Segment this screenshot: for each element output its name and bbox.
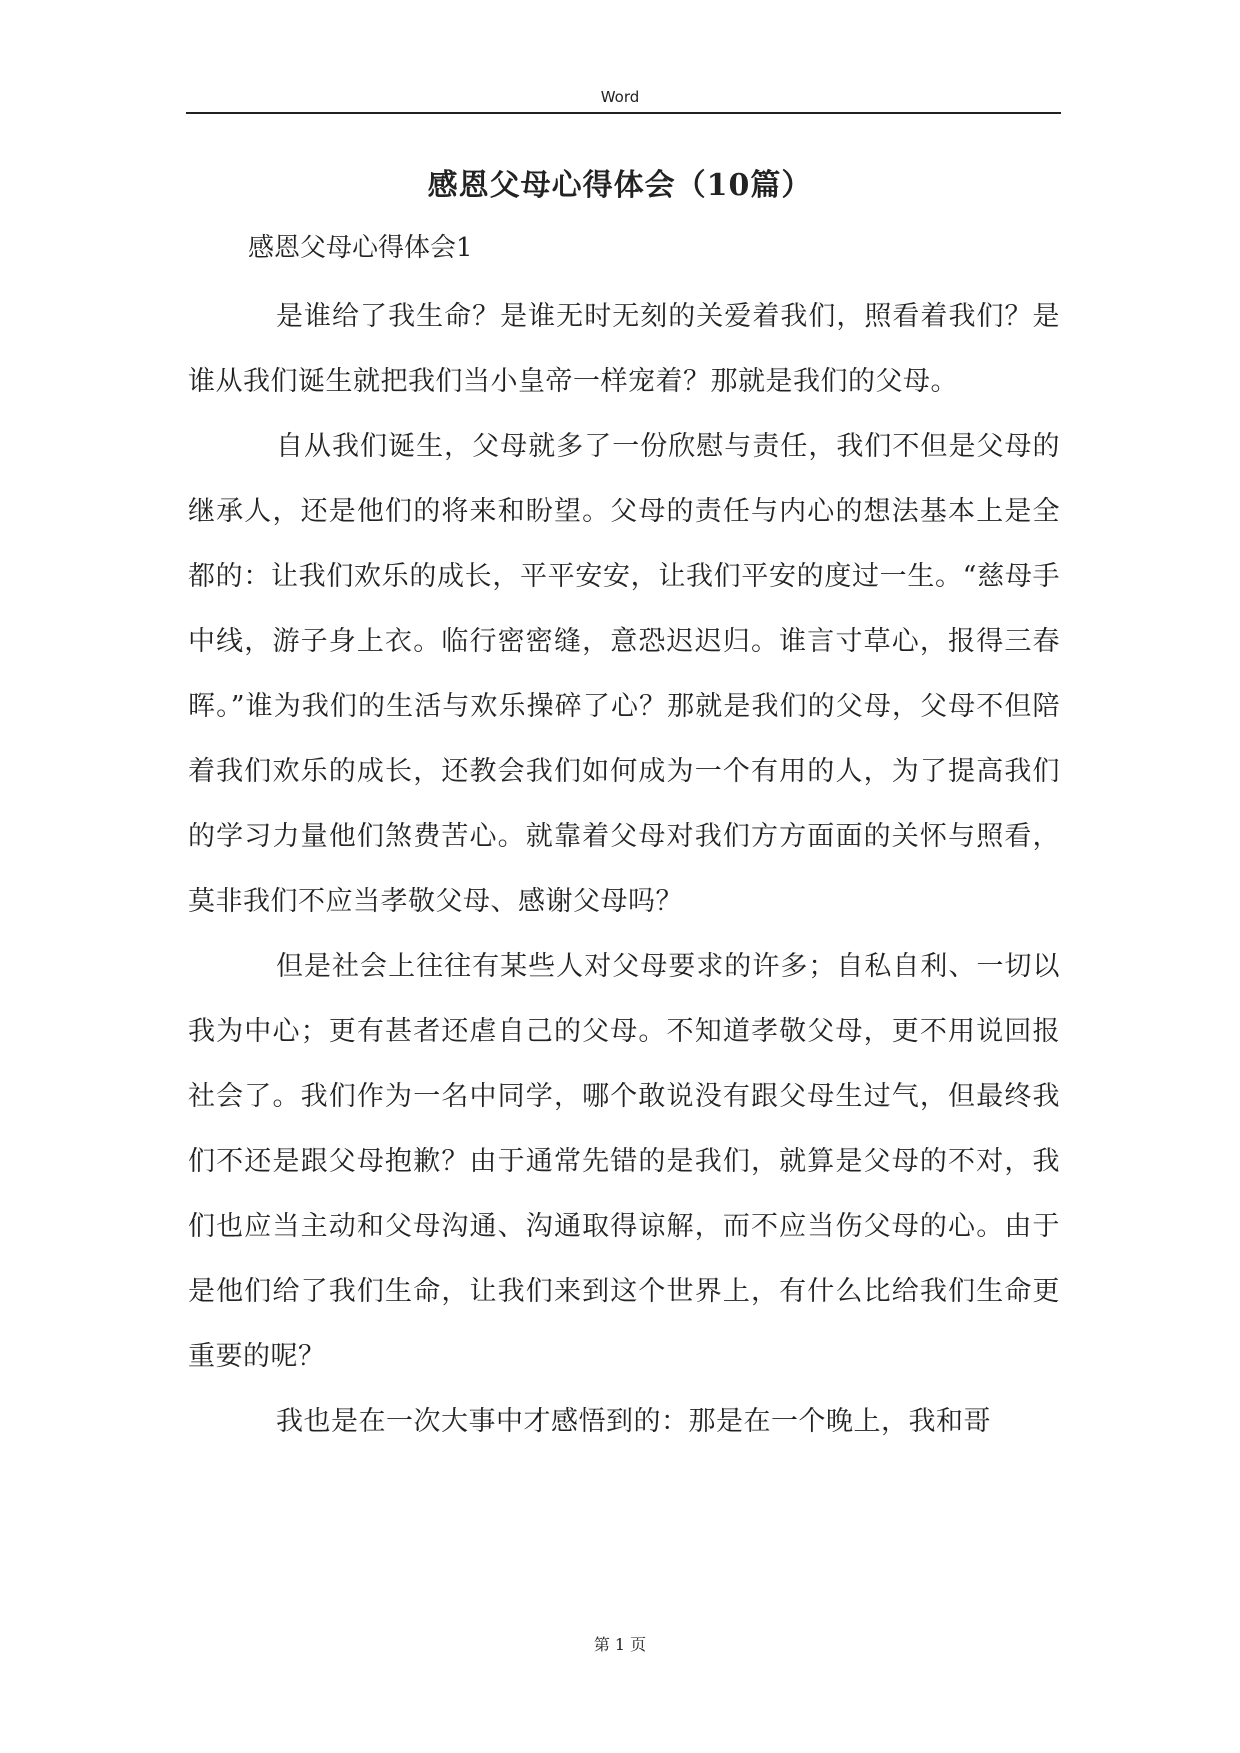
paragraph: 但是社会上往往有某些人对父母要求的许多；自私自利、一切以我为中心；更有甚者还虐自己的父母。不知道孝敬父母，更不用说回报社会了。我们作为一名中同学，哪个敢说没有跟父母生过气，但最终我们不还是跟父母抱歉？由于通常先错的是我们，就算是父母的不对，我们也应当主动和父母沟通、沟通取得谅解，而不应当伤父母的心。由于是他们给了我们生命，让我们来到这个世界上，有什么比给我们生命更重要的呢？ bbox=[188, 951, 1060, 1372]
document-title: 感恩父母心得体会（10篇） bbox=[427, 168, 813, 203]
header-label: Word bbox=[600, 88, 640, 106]
header-divider bbox=[186, 112, 1061, 114]
paragraph: 是谁给了我生命？是谁无时无刻的关爱着我们，照看着我们？是谁从我们诞生就把我们当小皇帝一样宠着？那就是我们的父母。 bbox=[188, 301, 1060, 397]
page-number: 第 1 页 bbox=[593, 1635, 647, 1654]
section-heading: 感恩父母心得体会1 bbox=[248, 233, 473, 263]
paragraph: 我也是在一次大事中才感悟到的：那是在一个晚上，我和哥 bbox=[276, 1406, 991, 1437]
document-body bbox=[188, 226, 1060, 1454]
paragraph: 自从我们诞生，父母就多了一份欣慰与责任，我们不但是父母的继承人，还是他们的将来和盼望。父母的责任与内心的想法基本上是全都的：让我们欢乐的成长，平平安安，让我们平安的度过一生。“慈母手中线，游子身上衣。临行密密缝，意恐迟迟归。谁言寸草心，报得三春晖。”谁为我们的生活与欢乐操碎了心？那就是我们的父母，父母不但陪着我们欢乐的成长，还教会我们如何成为一个有用的人，为了提高我们的学习力量他们煞费苦心。就靠着父母对我们方方面面的关怀与照看，莫非我们不应当孝敬父母、感谢父母吗？ bbox=[188, 431, 1060, 917]
